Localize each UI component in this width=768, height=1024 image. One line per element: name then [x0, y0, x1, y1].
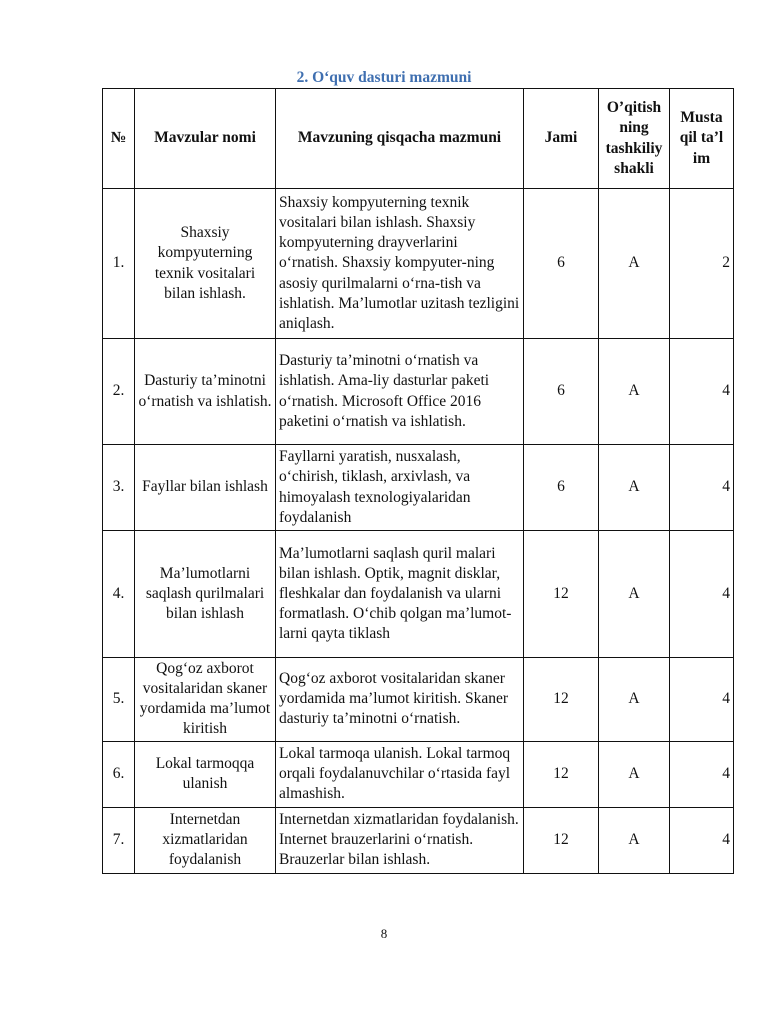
teaching-form: A — [599, 531, 670, 658]
total-hours: 6 — [524, 445, 599, 531]
header-self-study: Musta qil ta’l im — [670, 89, 734, 189]
self-study-hours: 4 — [670, 531, 734, 658]
topic-content: Dasturiy ta’minotni o‘rnatish va ishlatish. Ama-liy dasturlar paketi o‘rnatish. Microsoft Office 2016 paketini o‘rnatish va ishlatish. — [276, 339, 524, 445]
self-study-hours: 4 — [670, 339, 734, 445]
topic-name: Lokal tarmoqqa ulanish — [135, 741, 276, 807]
topic-name: Shaxsiy kompyuterning texnik vositalari bilan ishlash. — [135, 189, 276, 339]
row-number: 3. — [103, 445, 135, 531]
header-number: № — [103, 89, 135, 189]
teaching-form: A — [599, 339, 670, 445]
row-number: 6. — [103, 741, 135, 807]
table-row — [103, 741, 734, 807]
row-number: 4. — [103, 531, 135, 658]
page-number: 8 — [380, 926, 388, 941]
self-study-hours: 4 — [670, 741, 734, 807]
topic-name: Ma’lumotlarni saqlash qurilmalari bilan ishlash — [135, 531, 276, 658]
row-number: 7. — [103, 807, 135, 873]
table-row — [103, 531, 734, 658]
teaching-form: A — [599, 741, 670, 807]
topic-name: Dasturiy ta’minotni o‘rnatish va ishlatish. — [135, 339, 276, 445]
curriculum-table — [102, 88, 734, 874]
total-hours: 6 — [524, 339, 599, 445]
topic-name: Qog‘oz axborot vositalaridan skaner yordamida ma’lumot kiritish — [135, 658, 276, 742]
table-row — [103, 339, 734, 445]
total-hours: 6 — [524, 189, 599, 339]
total-hours: 12 — [524, 741, 599, 807]
topic-content: Fayllarni yaratish, nusxalash, o‘chirish, tiklash, arxivlash, va himoyalash texnologiyalaridan foydalanish — [276, 445, 524, 531]
topic-content: Qog‘oz axborot vositalaridan skaner yordamida ma’lumot kiritish. Skaner dasturiy ta’minotni o‘rnatish. — [276, 658, 524, 742]
section-title: 2. O‘quv dasturi mazmuni — [296, 69, 472, 86]
self-study-hours: 4 — [670, 445, 734, 531]
header-topic: Mavzular nomi — [135, 89, 276, 189]
table-row — [103, 189, 734, 339]
header-content: Mavzuning qisqacha mazmuni — [276, 89, 524, 189]
total-hours: 12 — [524, 658, 599, 742]
row-number: 5. — [103, 658, 135, 742]
table-row — [103, 807, 734, 873]
self-study-hours: 4 — [670, 658, 734, 742]
row-number: 2. — [103, 339, 135, 445]
topic-content: Lokal tarmoqa ulanish. Lokal tarmoq orqali foydalanuvchilar o‘rtasida fayl almashish. — [276, 741, 524, 807]
total-hours: 12 — [524, 531, 599, 658]
self-study-hours: 2 — [670, 189, 734, 339]
teaching-form: A — [599, 189, 670, 339]
teaching-form: A — [599, 445, 670, 531]
self-study-hours: 4 — [670, 807, 734, 873]
topic-name: Fayllar bilan ishlash — [135, 445, 276, 531]
teaching-form: A — [599, 807, 670, 873]
table-header-row — [103, 89, 734, 189]
header-total: Jami — [524, 89, 599, 189]
topic-name: Internetdan xizmatlaridan foydalanish — [135, 807, 276, 873]
topic-content: Ma’lumotlarni saqlash quril malari bilan ishlash. Optik, magnit disklar, fleshkalar dan foydalanish va ularni formatlash. O‘chib qolgan ma’lumot-larni qayta tiklash — [276, 531, 524, 658]
teaching-form: A — [599, 658, 670, 742]
header-form: O’qitish ning tashkiliy shakli — [599, 89, 670, 189]
total-hours: 12 — [524, 807, 599, 873]
topic-content: Shaxsiy kompyuterning texnik vositalari bilan ishlash. Shaxsiy kompyuterning drayverlarini o‘rnatish. Shaxsiy kompyuter-ning asosiy qurilmalarni o‘rna-tish va ishlatish. Ma’lumotlar uzitash tezligini aniqlash. — [276, 189, 524, 339]
table-row — [103, 658, 734, 742]
table-row — [103, 445, 734, 531]
row-number: 1. — [103, 189, 135, 339]
topic-content: Internetdan xizmatlaridan foydalanish. Internet brauzerlarini o‘rnatish. Brauzerlar bilan ishlash. — [276, 807, 524, 873]
